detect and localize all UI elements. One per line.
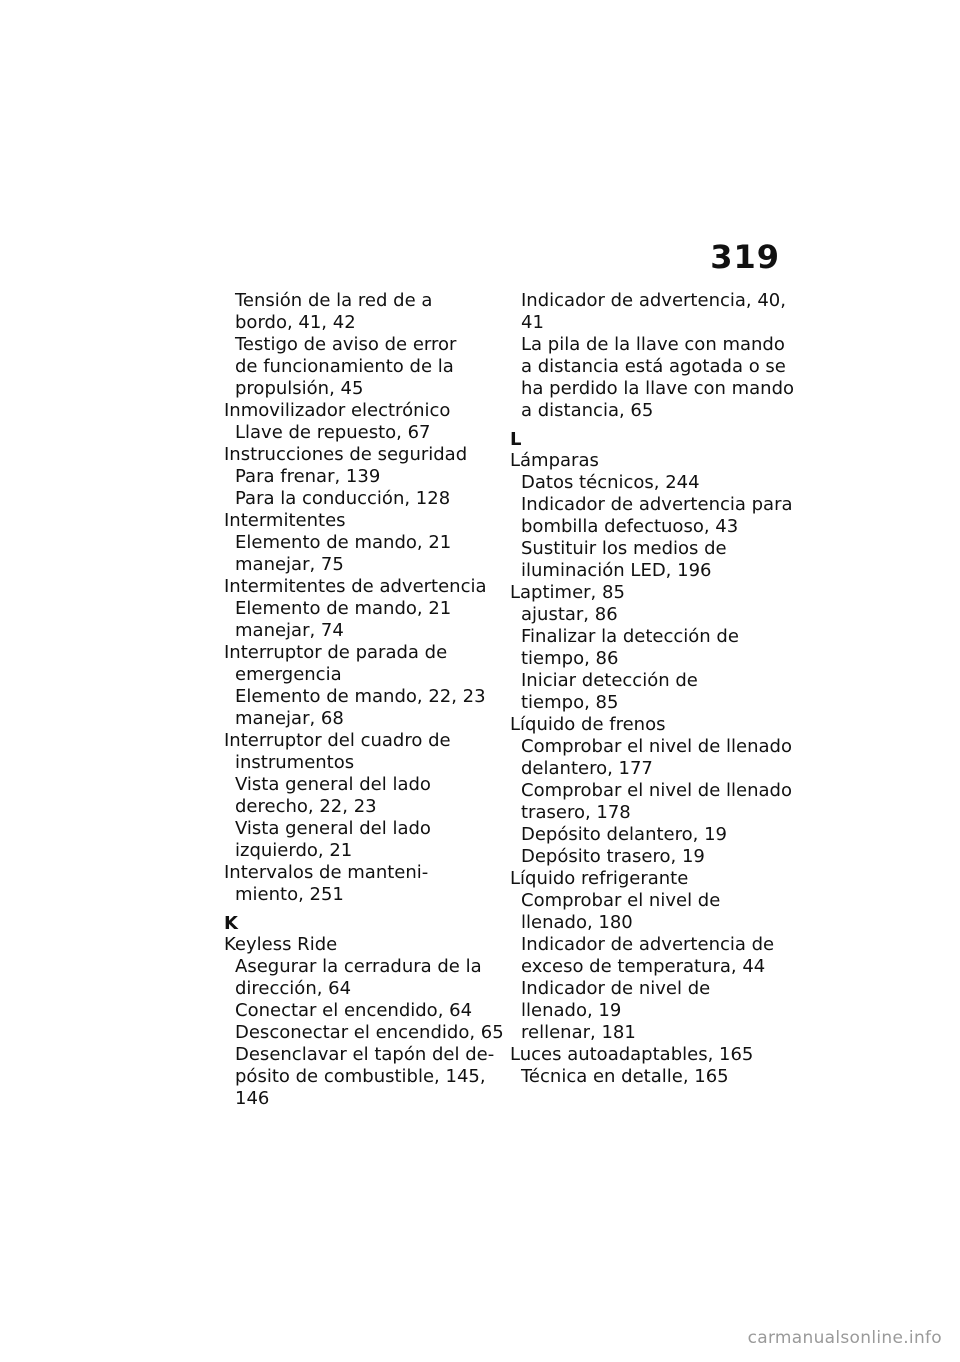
index-subentry: Comprobar el nivel de llenado [521,736,792,757]
index-subentry: llenado, 19 [521,1000,622,1021]
index-subentry: bordo, 41, 42 [235,312,356,333]
index-subentry: Conectar el encendido, 64 [235,1000,473,1021]
index-entry: Luces autoadaptables, 165 [510,1044,754,1065]
index-subentry: exceso de temperatura, 44 [521,956,766,977]
index-subentry: Elemento de mando, 22, 23 [235,686,486,707]
index-subentry: delantero, 177 [521,758,653,779]
index-subentry: Desconectar el encendido, 65 [235,1022,504,1043]
index-subentry: Testigo de aviso de error [235,334,457,355]
index-subentry: 146 [235,1088,270,1109]
index-column-left [224,290,504,1110]
index-subentry: Vista general del lado [235,774,431,795]
index-subentry: Depósito trasero, 19 [521,846,705,867]
index-column-right [510,290,795,1088]
index-subentry: manejar, 74 [235,620,344,641]
index-subentry: Comprobar el nivel de llenado [521,780,792,801]
index-entry: Líquido refrigerante [510,868,689,889]
index-subentry: Elemento de mando, 21 [235,532,452,553]
index-subentry: dirección, 64 [235,978,352,999]
index-subentry: miento, 251 [235,884,344,905]
index-subentry: derecho, 22, 23 [235,796,377,817]
index-subentry: propulsión, 45 [235,378,364,399]
index-subentry: Desenclavar el tapón del de- [235,1044,495,1065]
index-subentry: pósito de combustible, 145, [235,1066,486,1087]
index-subentry: Indicador de nivel de [521,978,711,999]
index-subentry: a distancia está agotada o se [521,356,786,377]
index-subentry: trasero, 178 [521,802,631,823]
index-entry: Interruptor del cuadro de [224,730,451,751]
index-subentry: ajustar, 86 [521,604,618,625]
index-subentry: Indicador de advertencia, 40, [521,290,786,311]
index-subentry: Para la conducción, 128 [235,488,451,509]
index-entry: Inmovilizador electrónico [224,400,451,421]
index-subentry: Técnica en detalle, 165 [521,1066,729,1087]
index-subentry: de funcionamiento de la [235,356,454,377]
index-subentry: tiempo, 86 [521,648,619,669]
index-subentry: tiempo, 85 [521,692,619,713]
index-subentry: izquierdo, 21 [235,840,353,861]
index-subentry: Indicador de advertencia de [521,934,775,955]
index-subentry: iluminación LED, 196 [521,560,712,581]
index-subentry: La pila de la llave con mando [521,334,785,355]
index-entry: Instrucciones de seguridad [224,444,468,465]
page-number: 319 [710,238,780,276]
index-entry: Intermitentes [224,510,346,531]
index-subentry: manejar, 68 [235,708,344,729]
index-subentry: Sustituir los medios de [521,538,727,559]
watermark-text: carmanualsonline.info [747,1328,942,1348]
index-subentry: Tensión de la red de a [235,290,433,311]
index-subentry: Vista general del lado [235,818,431,839]
index-subentry: Datos técnicos, 244 [521,472,700,493]
index-subentry: llenado, 180 [521,912,633,933]
index-subentry: Depósito delantero, 19 [521,824,727,845]
index-subentry: Indicador de advertencia para [521,494,793,515]
index-subentry: rellenar, 181 [521,1022,636,1043]
index-subentry: Finalizar la detección de [521,626,739,647]
index-entry: Laptimer, 85 [510,582,625,603]
index-subentry: bombilla defectuoso, 43 [521,516,739,537]
index-subentry: ha perdido la llave con mando [521,378,795,399]
index-entry: Líquido de frenos [510,714,666,735]
index-entry: Intermitentes de advertencia [224,576,487,597]
index-subentry: Llave de repuesto, 67 [235,422,431,443]
index-subentry: a distancia, 65 [521,400,654,421]
index-section-letter: K [224,913,238,934]
index-subentry: Iniciar detección de [521,670,698,691]
index-subentry: Asegurar la cerradura de la [235,956,482,977]
index-subentry: Para frenar, 139 [235,466,381,487]
index-entry: Keyless Ride [224,934,338,955]
index-entry: Lámparas [510,450,599,471]
index-subentry: Comprobar el nivel de [521,890,721,911]
index-entry: Interruptor de parada de [224,642,448,663]
index-section-letter: L [510,429,522,450]
index-subentry: emergencia [235,664,342,685]
index-entry: Intervalos de manteni- [224,862,429,883]
index-subentry: instrumentos [235,752,355,773]
index-subentry: Elemento de mando, 21 [235,598,452,619]
index-subentry: 41 [521,312,544,333]
index-subentry: manejar, 75 [235,554,344,575]
